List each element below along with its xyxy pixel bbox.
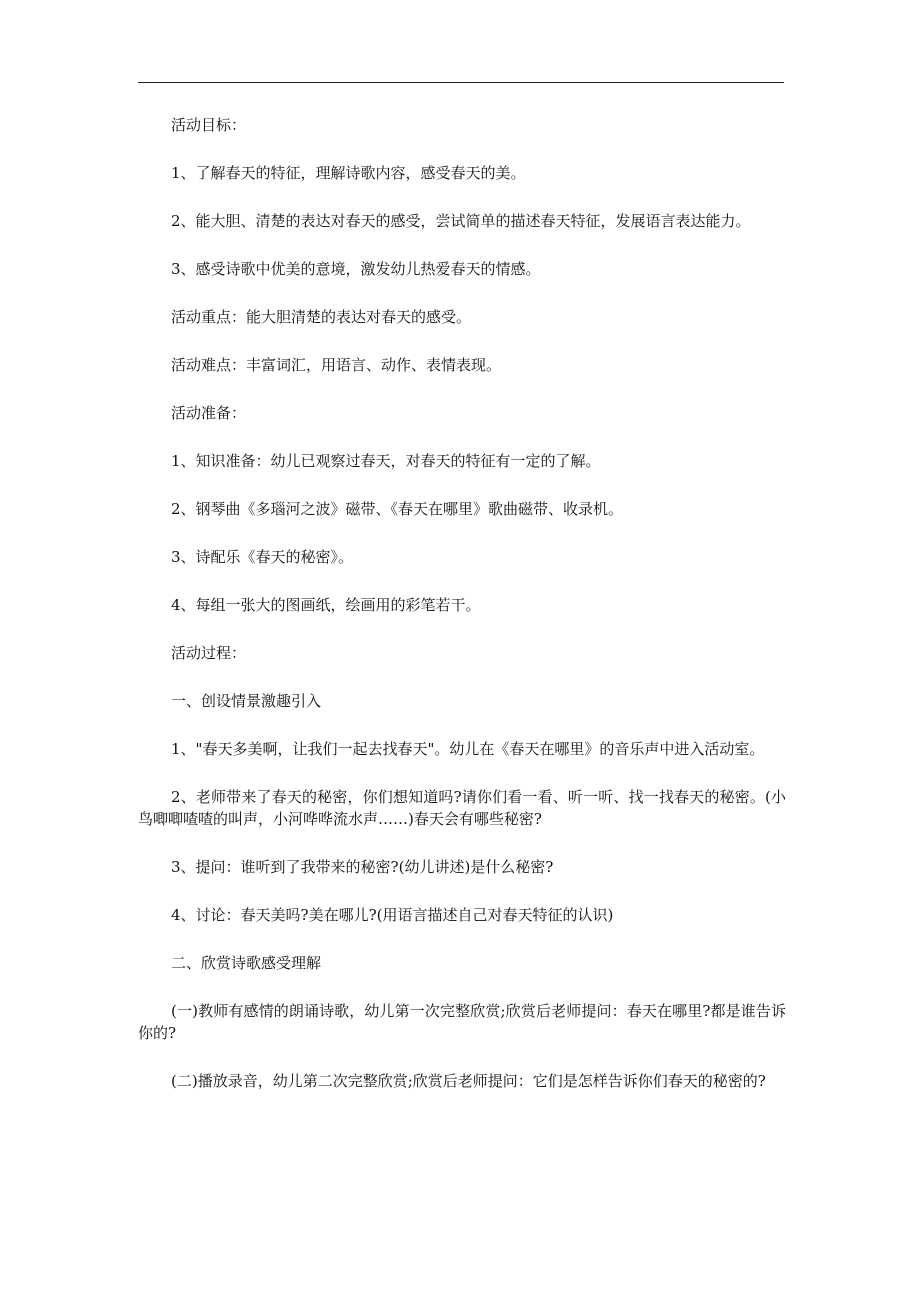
process-item: 3、提问：谁听到了我带来的秘密?(幼儿讲述)是什么秘密?: [171, 858, 554, 876]
process-item: 4、讨论：春天美吗?美在哪儿?(用语言描述自己对春天特征的认识): [171, 906, 614, 924]
goal-item: 1、了解春天的特征，理解诗歌内容，感受春天的美。: [171, 164, 526, 182]
goal-item: 3、感受诗歌中优美的意境，激发幼儿热爱春天的情感。: [171, 260, 541, 278]
process-item: 1、"春天多美啊，让我们一起去找春天"。幼儿在《春天在哪里》的音乐声中进入活动室。: [171, 740, 765, 758]
preparation-item: 4、每组一张大的图画纸，绘画用的彩笔若干。: [171, 596, 481, 614]
preparation-item: 1、知识准备：幼儿已观察过春天，对春天的特征有一定的了解。: [171, 452, 601, 470]
header-rule: [138, 82, 784, 83]
difficult-point: 活动难点：丰富词汇，用语言、动作、表情表现。: [171, 356, 502, 374]
document-body: [138, 114, 786, 1118]
process-item: (一)教师有感情的朗诵诗歌，幼儿第一次完整欣赏;欣赏后老师提问：春天在哪里?都是谁告诉你的?: [138, 1002, 786, 1042]
process-item: 2、老师带来了春天的秘密，你们想知道吗?请你们看一看、听一听、找一找春天的秘密。(小鸟唧唧喳喳的叫声，小河哗哗流水声……)春天会有哪些秘密?: [138, 788, 786, 828]
goal-item: 2、能大胆、清楚的表达对春天的感受，尝试简单的描述春天特征，发展语言表达能力。: [171, 212, 751, 230]
heading-goals: 活动目标：: [171, 116, 247, 134]
heading-process: 活动过程：: [171, 644, 247, 662]
key-point: 活动重点：能大胆清楚的表达对春天的感受。: [171, 308, 472, 326]
process-item: (二)播放录音，幼儿第二次完整欣赏;欣赏后老师提问：它们是怎样告诉你们春天的秘密的?: [171, 1072, 766, 1090]
section-heading: 一、创设情景激趣引入: [171, 692, 322, 710]
preparation-item: 3、诗配乐《春天的秘密》。: [171, 548, 354, 566]
heading-preparation: 活动准备：: [171, 404, 247, 422]
section-heading: 二、欣赏诗歌感受理解: [171, 954, 322, 972]
preparation-item: 2、钢琴曲《多瑙河之波》磁带、《春天在哪里》歌曲磁带、收录机。: [171, 500, 624, 518]
